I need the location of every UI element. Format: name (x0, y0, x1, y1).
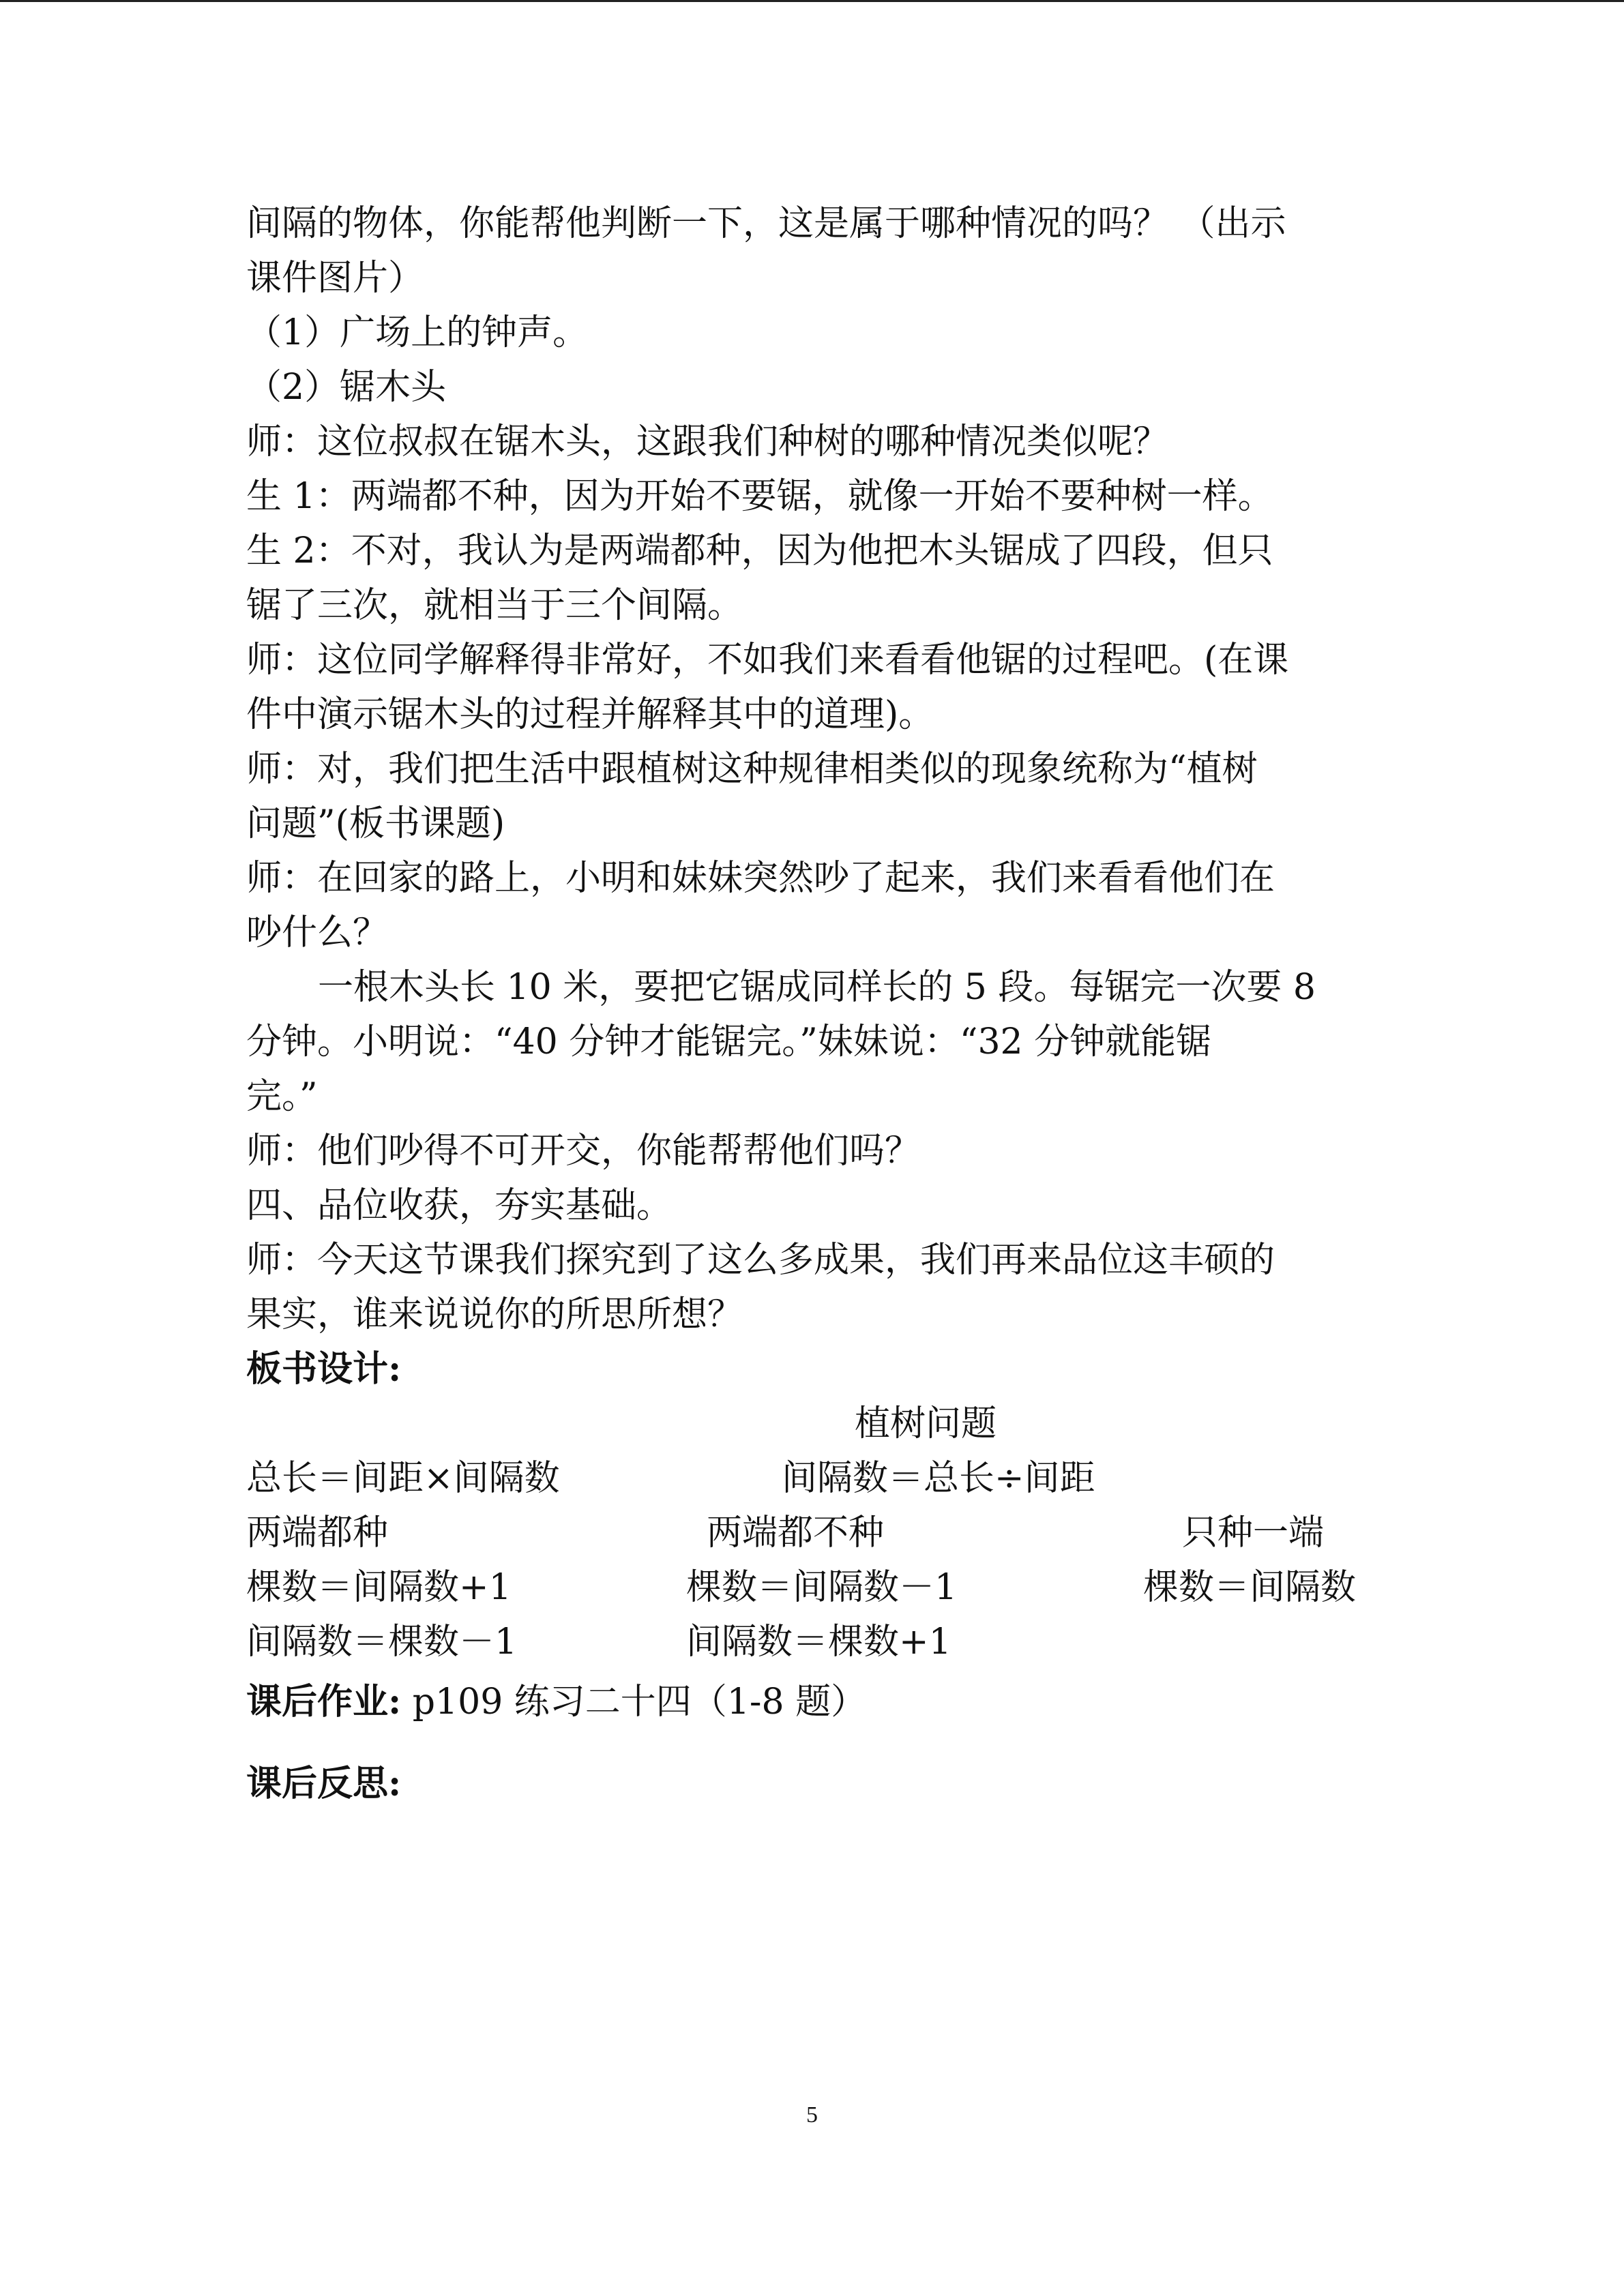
board-title: 植树问题 (855, 1403, 997, 1444)
text-line: 师：在回家的路上，小明和妹妹突然吵了起来，我们来看看他们在 (246, 858, 1275, 899)
reflection-heading: 课后反思: (246, 1763, 402, 1804)
neither-end-interval-count: 间隔数＝棵数+1 (686, 1622, 951, 1663)
board-formula-row (246, 1451, 1378, 1506)
board-interval-count-row (246, 1615, 1378, 1669)
text-line: 问题”(板书课题) (246, 803, 505, 844)
formula-interval-count: 间隔数＝总长÷间距 (782, 1458, 1095, 1499)
case-both-ends: 两端都种 (246, 1512, 389, 1553)
text-line: 师：今天这节课我们探究到了这么多成果，我们再来品位这丰硕的 (246, 1240, 1275, 1281)
section-heading: 四、品位收获，夯实基础。 (246, 1185, 673, 1226)
text-line: 间隔的物体，你能帮他判断一下，这是属于哪种情况的吗？ （出示 (246, 203, 1286, 244)
problem-text-line: 分钟。小明说：“40 分钟才能锯完。”妹妹说：“32 分钟就能锯 (246, 1022, 1212, 1062)
text-line: 课件图片） (246, 258, 424, 299)
text-line: 件中演示锯木头的过程并解释其中的道理)。 (246, 694, 934, 735)
case-one-end: 只种一端 (1182, 1512, 1325, 1553)
board-tree-count-row (246, 1560, 1378, 1615)
problem-text-line: 完。” (246, 1076, 318, 1117)
neither-end-tree-count: 棵数＝间隔数－1 (686, 1567, 958, 1608)
text-line: 生 2：不对，我认为是两端都种，因为他把木头锯成了四段，但只 (246, 531, 1273, 571)
text-line: 锯了三次，就相当于三个间隔。 (246, 585, 743, 626)
homework-line (246, 1675, 1378, 1729)
document-body (246, 196, 1378, 1811)
text-line: 师：他们吵得不可开交，你能帮帮他们吗？ (246, 1131, 921, 1172)
text-line: 果实，谁来说说你的所思所想？ (246, 1294, 743, 1335)
problem-text-line: 一根木头长 10 米，要把它锯成同样长的 5 段。每锯完一次要 8 (318, 967, 1316, 1008)
formula-total-length: 总长＝间距×间隔数 (246, 1458, 560, 1499)
board-title-row (246, 1397, 1378, 1451)
text-line: （2）锯木头 (246, 367, 447, 408)
text-line: 生 1：两端都不种，因为开始不要锯，就像一开始不要种树一样。 (246, 476, 1273, 517)
both-ends-tree-count: 棵数＝间隔数+1 (246, 1567, 512, 1608)
one-end-tree-count: 棵数＝间隔数 (1143, 1567, 1357, 1608)
page-number: 5 (806, 2102, 818, 2128)
text-line: 师：这位叔叔在锯木头，这跟我们种树的哪种情况类似呢？ (246, 421, 1169, 462)
board-cases-row (246, 1506, 1378, 1560)
text-line: 吵什么？ (246, 912, 389, 953)
homework-text: p109 练习二十四（1-8 题） (401, 1682, 867, 1723)
case-neither-end: 两端都不种 (707, 1512, 885, 1553)
homework-label: 课后作业: (246, 1681, 402, 1723)
text-line: （1）广场上的钟声。 (246, 312, 589, 353)
board-design-heading: 板书设计: (246, 1348, 402, 1390)
both-ends-interval-count: 间隔数＝棵数－1 (246, 1622, 518, 1663)
text-line: 师：这位同学解释得非常好，不如我们来看看他锯的过程吧。(在课 (246, 640, 1289, 681)
text-line: 师：对，我们把生活中跟植树这种规律相类似的现象统称为“植树 (246, 749, 1258, 790)
